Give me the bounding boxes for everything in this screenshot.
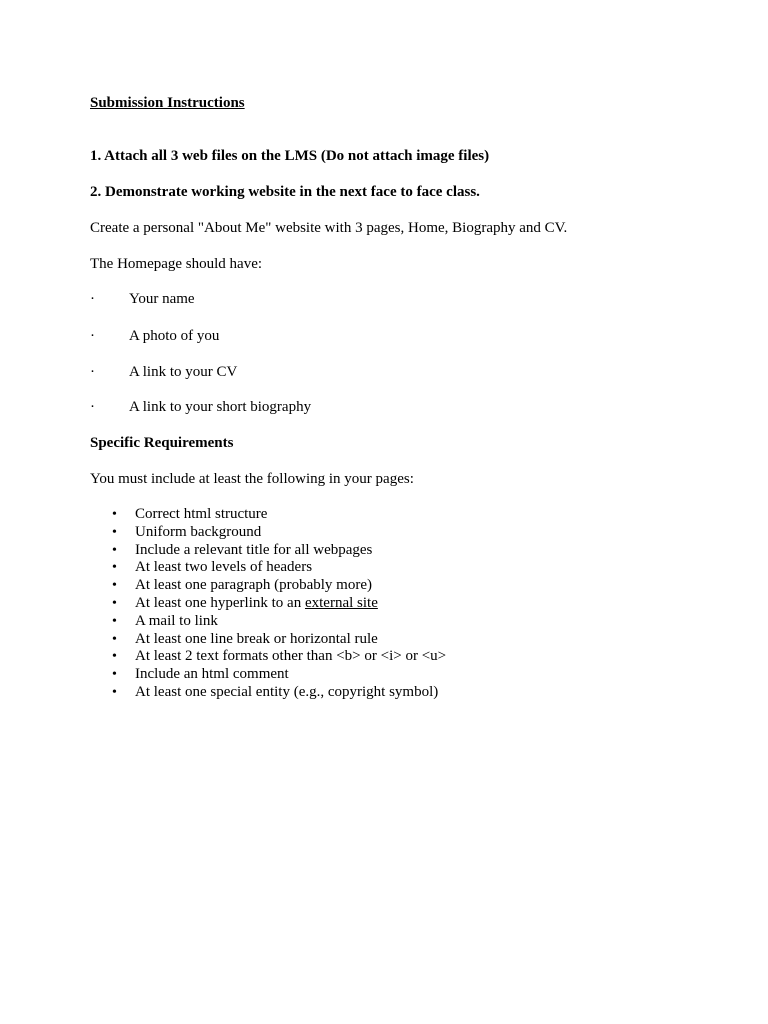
step-attach-files: 1. Attach all 3 web files on the LMS (Do not attach image files) — [90, 148, 490, 164]
list-item: A link to your CV — [129, 364, 238, 380]
requirement-text: A mail to link — [135, 612, 218, 629]
requirement-text: At least one special entity (e.g., copyright symbol) — [135, 683, 439, 700]
requirement-text: Include a relevant title for all webpages — [135, 541, 373, 558]
bullet-icon: · — [90, 291, 95, 307]
list-item: Your name — [129, 291, 195, 307]
bullet-icon: • — [112, 667, 117, 683]
requirement-text — [135, 595, 378, 613]
bullet-icon: • — [112, 578, 117, 594]
bullet-icon: • — [112, 595, 117, 611]
requirement-text: Correct html structure — [135, 506, 268, 522]
bullet-icon: • — [112, 507, 117, 522]
requirement-text: Uniform background — [135, 523, 262, 540]
list-item: A link to your short biography — [129, 399, 312, 415]
list-item: A photo of you — [129, 328, 220, 344]
requirement-text: At least 2 text formats other than <b> or <i> or <u> — [135, 648, 447, 665]
bullet-icon: • — [112, 560, 117, 576]
bullet-icon: • — [112, 524, 117, 540]
bullet-icon: • — [112, 613, 117, 629]
requirement-text: At least two levels of headers — [135, 559, 313, 576]
requirement-text: At least one paragraph (probably more) — [135, 577, 372, 594]
bullet-icon: • — [112, 649, 117, 665]
bullet-icon: • — [112, 542, 117, 558]
external-site-link[interactable]: external site — [304, 594, 378, 611]
requirements-intro: You must include at least the following in your pages: — [90, 471, 414, 487]
step-demonstrate-website: 2. Demonstrate working website in the next face to face class. — [90, 184, 480, 200]
homepage-label: The Homepage should have: — [90, 256, 263, 272]
requirement-text-prefix: At least one hyperlink to an — [135, 594, 305, 611]
intro-paragraph: Create a personal "About Me" website with 3 pages, Home, Biography and CV. — [90, 220, 568, 236]
requirements-heading: Specific Requirements — [90, 435, 234, 451]
bullet-icon: · — [90, 328, 95, 344]
requirement-text: At least one line break or horizontal rule — [135, 630, 378, 647]
page-title: Submission Instructions — [90, 95, 245, 111]
bullet-icon: · — [90, 399, 95, 415]
bullet-icon: · — [90, 364, 95, 380]
bullet-icon: • — [112, 631, 117, 647]
requirement-text: Include an html comment — [135, 666, 289, 683]
bullet-icon: • — [112, 684, 117, 700]
